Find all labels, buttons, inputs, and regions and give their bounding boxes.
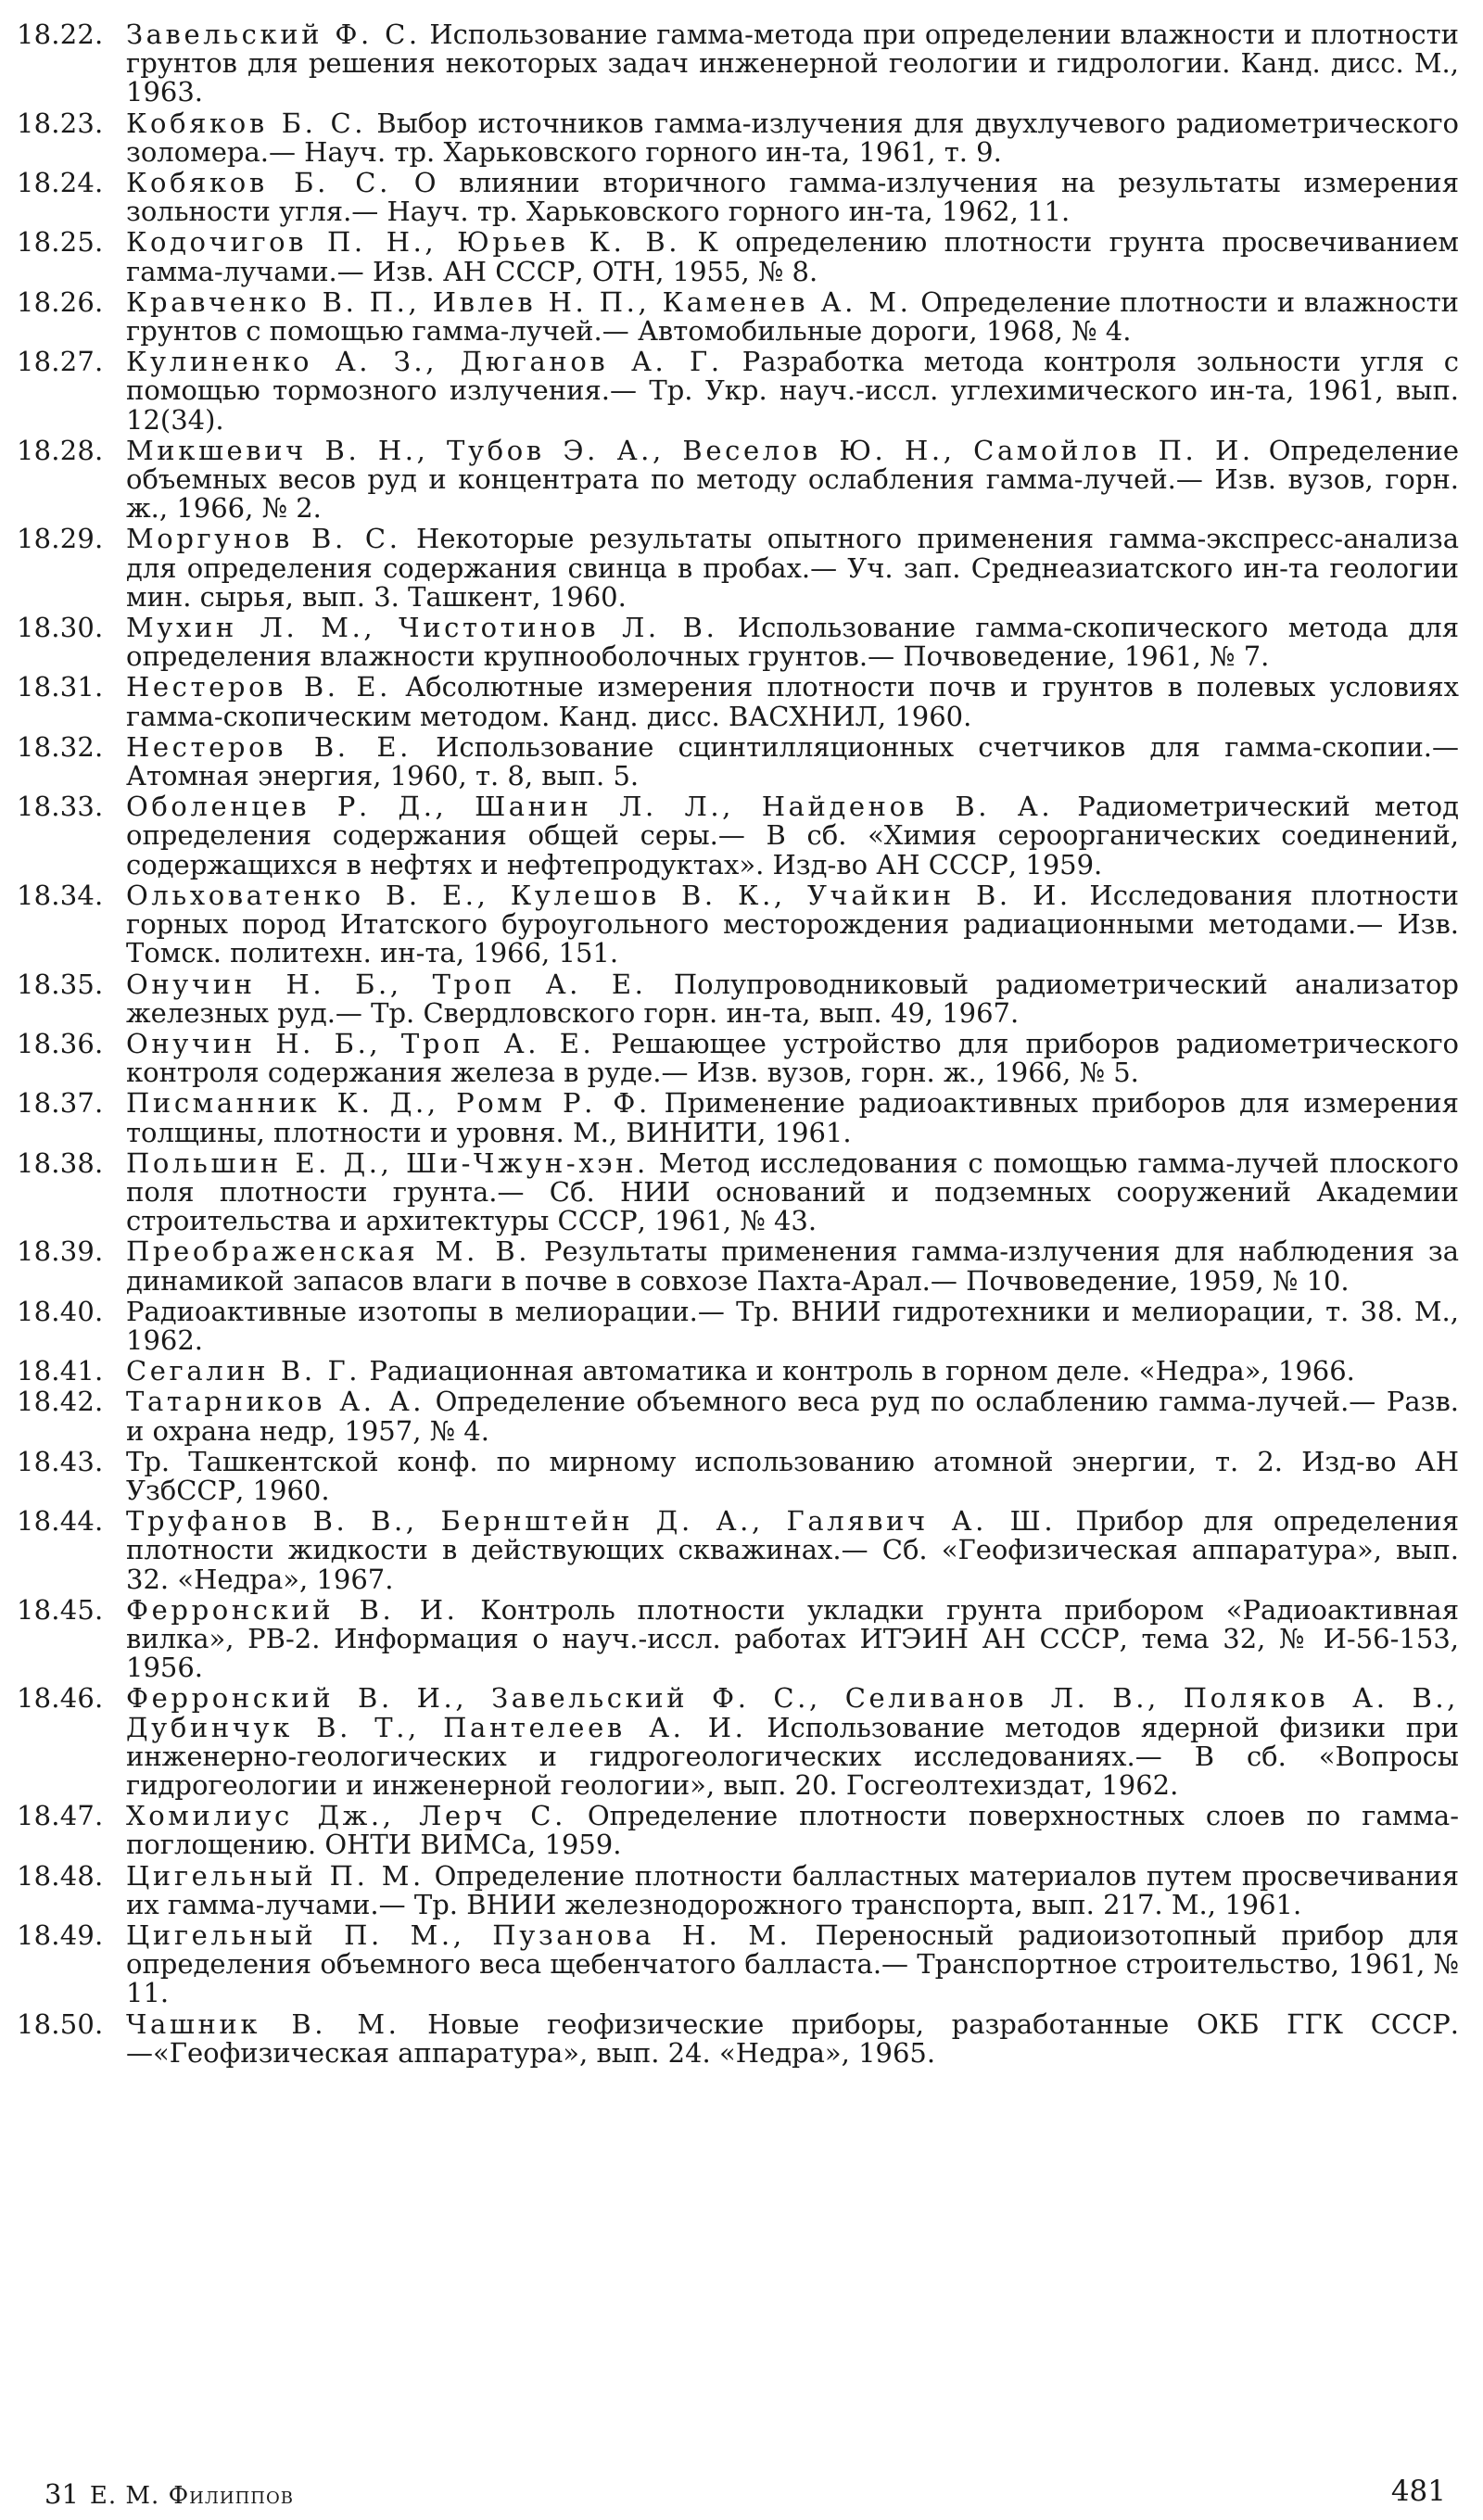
reference-number: 18.22. [17, 19, 104, 50]
reference-number: 18.45. [17, 1593, 104, 1626]
reference-entry [17, 285, 1459, 348]
reference-body: Исследования плотности горных пород Итатского буроугольного месторождения радиационными методами.— Изв. Томск. политехн. ин-та, 1966, 151. [126, 879, 1459, 969]
reference-entry [17, 1445, 1459, 1506]
reference-author: Завельский Ф. С. [126, 19, 421, 50]
reference-text [126, 1027, 1459, 1089]
reference-text [126, 1445, 1459, 1506]
reference-author: Нестеров В. Е. [126, 671, 391, 703]
reference-body: Контроль плотности укладки грунта прибором «Радиоактивная вилка», РВ-2. Информация о науч.-иссл. работах ИТЭИН АН СССР, тема 32, № И-56-153, 1956. [126, 1593, 1460, 1684]
reference-body: Переносный радиоизотопный прибор для определения объемного веса щебенчатого балласта.— Транспортное строительство, 1961, № 11. [126, 1919, 1459, 2009]
reference-entry [17, 1859, 1459, 1920]
reference-number: 18.31. [17, 671, 104, 703]
reference-entry [17, 228, 1459, 285]
reference-body: Использование методов ядерной физики при инженерно-геологических и гидрогеологических исследованиях.— В сб. «Вопросы гидрогеологии и инженерной геологии», вып. 20. Госгеолтехиздат, 1962. [126, 1711, 1460, 1801]
reference-text [126, 1507, 1459, 1594]
page-number: 481 [1390, 2475, 1446, 2508]
reference-author: Кобяков Б. С. [126, 167, 391, 199]
reference-body: Новые геофизические приборы, разработанные ОКБ ГГК СССР.—«Геофизическая аппаратура», вып. 24. «Недра», 1965. [126, 2007, 1459, 2069]
reference-author: Ферронский В. И., Завельский Ф. С., Селиванов Л. В., Поляков А. В., Дубинчук В. Т., Пантелеев А. И. [126, 1682, 1459, 1743]
reference-number: 18.39. [17, 1235, 104, 1268]
footer-author: Е. М. Филиппов [89, 2482, 294, 2510]
reference-text [126, 730, 1459, 792]
reference-entry [17, 1357, 1459, 1386]
reference-number: 18.41. [17, 1355, 104, 1387]
reference-entry [17, 169, 1459, 226]
reference-author: Оболенцев Р. Д., Шанин Л. Л., Найденов В. А. [126, 791, 1054, 823]
reference-body: Метод исследования с помощью гамма-лучей плоского поля плотности грунта.— Сб. НИИ оснований и подземных сооружений Академии строительства и архитектуры СССР, 1961, № 43. [126, 1146, 1460, 1237]
reference-author: Кодочигов П. Н., Юрьев К. В. [126, 226, 681, 259]
reference-body: Использование гамма-скопического метода для определения влажности крупнооболочных грунтов.— Почвоведение, 1961, № 7. [126, 612, 1460, 673]
reference-entry [17, 1684, 1459, 1800]
reference-number: 18.36. [17, 1027, 104, 1059]
reference-text [126, 434, 1459, 525]
reference-number: 18.23. [17, 107, 104, 139]
reference-entry [17, 1507, 1459, 1594]
reference-number: 18.44. [17, 1505, 104, 1538]
reference-text [126, 792, 1459, 880]
reference-author: Преображенская М. В. [126, 1235, 531, 1268]
reference-body: Радиометрический метод определения содержания общей серы.— В сб. «Химия сероорганических соединений, содержащихся в нефтях и нефтепродуктах». Изд-во АН СССР, 1959. [126, 791, 1459, 880]
reference-author: Моргунов В. С. [126, 523, 401, 555]
reference-author: Кобяков Б. С. [126, 107, 367, 139]
reference-author: Ольховатенко В. Е., Кулешов В. К., Учайкин В. И. [126, 879, 1071, 911]
reference-number: 18.35. [17, 968, 104, 1000]
reference-entry [17, 1027, 1459, 1089]
reference-author: Хомилиус Дж., Лерч С. [126, 1800, 566, 1832]
reference-body: О влиянии вторичного гамма-излучения на результаты измерения зольности угля.— Науч. тр. Харьковского горного ин-та, 1962, 11. [126, 167, 1459, 228]
reference-number: 18.32. [17, 730, 104, 763]
reference-entry [17, 673, 1459, 730]
reference-body: Результаты применения гамма-излучения для наблюдения за динамикой запасов влаги в почве в совхозе Пахта-Арал.— Почвоведение, 1959, № 10. [126, 1235, 1459, 1297]
reference-author: Татарников А. А. [126, 1386, 425, 1418]
reference-author: Микшевич В. Н., Тубов Э. А., Веселов Ю. Н., Самойлов П. И. [126, 434, 1254, 466]
reference-text [126, 970, 1459, 1028]
reference-number: 18.38. [17, 1146, 104, 1179]
signature-number: 31 [44, 2478, 79, 2510]
reference-body: Определение плотности поверхностных слоев по гамма-поглощению. ОНТИ ВИМСа, 1959. [126, 1800, 1459, 1861]
reference-entry [17, 1802, 1459, 1859]
reference-body: Разработка метода контроля зольности угля с помощью тормозного излучения.— Тр. Укр. науч.-иссл. углехимического ин-та, 1961, вып. 12(34). [126, 346, 1459, 436]
reference-text [126, 1089, 1459, 1146]
reference-number: 18.37. [17, 1087, 104, 1120]
reference-text [126, 1921, 1459, 2008]
reference-author: Мухин Л. М., Чистотинов Л. В. [126, 612, 718, 644]
reference-entry [17, 1146, 1460, 1237]
reference-author: Писманник К. Д., Ромм Р. Ф. [126, 1087, 651, 1120]
reference-entry [17, 1387, 1459, 1445]
reference-number: 18.34. [17, 879, 104, 911]
reference-number: 18.28. [17, 434, 104, 466]
reference-body: Абсолютные измерения плотности почв и грунтов в полевых условиях гамма-скопическим методом. Канд. дисс. ВАСХНИЛ, 1960. [126, 671, 1459, 732]
reference-text [126, 881, 1459, 969]
reference-entry [17, 730, 1459, 792]
reference-text [126, 109, 1459, 167]
reference-author: Ферронский В. И. [126, 1593, 459, 1626]
reference-text [126, 20, 1459, 108]
reference-text [126, 169, 1459, 226]
reference-author: Труфанов В. В., Бернштейн Д. А., Галявич А. Ш. [126, 1505, 1057, 1538]
reference-body: Радиоактивные изотопы в мелиорации.— Тр. ВНИИ гидротехники и мелиорации, т. 38. М., 1962. [126, 1295, 1459, 1356]
reference-number: 18.26. [17, 285, 104, 318]
reference-number: 18.29. [17, 523, 104, 555]
reference-entry [17, 1295, 1459, 1356]
reference-body: К определению плотности грунта просвечиванием гамма-лучами.— Изв. АН СССР, ОТН, 1955, № 8. [126, 226, 1459, 287]
reference-entry [17, 1237, 1459, 1295]
reference-entry [17, 348, 1459, 435]
reference-text [126, 228, 1459, 285]
reference-number: 18.49. [17, 1919, 104, 1951]
reference-text [126, 1593, 1460, 1684]
reference-author: Цигельный П. М. [126, 1859, 425, 1892]
reference-text [126, 1357, 1459, 1386]
reference-body: Определение плотности и влажности грунтов с помощью гамма-лучей.— Автомобильные дороги, 1968, № 4. [126, 285, 1459, 348]
reference-entry [17, 792, 1459, 880]
reference-number: 18.30. [17, 612, 104, 644]
reference-text [126, 1802, 1459, 1859]
reference-author: Онучин Н. Б., Троп А. Е. [126, 1027, 595, 1059]
reference-text [126, 1859, 1459, 1920]
reference-author: Кулиненко А. З., Дюганов А. Г. [126, 346, 723, 378]
reference-number: 18.24. [17, 167, 104, 199]
reference-text [126, 1295, 1459, 1356]
reference-author: Сегалин В. Г. [126, 1355, 361, 1387]
reference-text [126, 1684, 1459, 1800]
reference-entry [17, 20, 1459, 108]
reference-entry [17, 1921, 1459, 2008]
reference-number: 18.40. [17, 1295, 104, 1327]
reference-author: Кравченко В. П., Ивлев Н. П., Каменев А. М. [126, 285, 912, 318]
reference-entry [17, 614, 1459, 671]
reference-list [17, 20, 1459, 2070]
reference-body: Тр. Ташкентской конф. по мирному использованию атомной энергии, т. 2. Изд-во АН УзбССР, 1960. [126, 1445, 1459, 1506]
reference-number: 18.33. [17, 791, 104, 823]
reference-text [126, 1146, 1460, 1237]
reference-body: Некоторые результаты опытного применения гамма-экспресс-анализа для определения содержания свинца в пробах.— Уч. зап. Среднеазиатского ин-та геологии мин. сырья, вып. 3. Ташкент, 1960. [126, 523, 1459, 613]
reference-entry [17, 434, 1459, 525]
reference-body: Определение объемных весов руд и концентрата по методу ослабления гамма-лучей.— Изв. вузов, горн. ж., 1966, № 2. [126, 434, 1459, 525]
reference-body: Определение плотности балластных материалов путем просвечивания их гамма-лучами.— Тр. ВНИИ железнодорожного транспорта, вып. 217. М., 1961. [126, 1859, 1459, 1920]
reference-text [126, 285, 1459, 348]
reference-number: 18.27. [17, 346, 104, 378]
reference-author: Цигельный П. М., Пузанова Н. М. [126, 1919, 792, 1951]
reference-text [126, 348, 1459, 435]
reference-number: 18.43. [17, 1445, 104, 1477]
reference-author: Онучин Н. Б., Троп А. Е. [126, 968, 647, 1000]
page-footer-signature [44, 2479, 294, 2511]
reference-body: Полупроводниковый радиометрический анализатор железных руд.— Тр. Свердловского горн. ин-та, вып. 49, 1967. [126, 968, 1459, 1029]
reference-body: Выбор источников гамма-излучения для двухлучевого радиометрического золомера.— Науч. тр. Харьковского горного ин-та, 1961, т. 9. [126, 107, 1459, 168]
reference-body: Использование гамма-метода при определении влажности и плотности грунтов для решения некоторых задач инженерной геологии и гидрологии. Канд. дисс. М., 1963. [126, 19, 1459, 108]
reference-entry [17, 881, 1459, 969]
reference-number: 18.50. [17, 2007, 104, 2040]
reference-entry [17, 525, 1459, 612]
reference-number: 18.46. [17, 1682, 104, 1715]
reference-number: 18.42. [17, 1386, 104, 1418]
reference-author: Польшин Е. Д., Ши-Чжун-хэн. [126, 1146, 649, 1179]
reference-text [126, 1387, 1459, 1445]
reference-text [126, 1237, 1459, 1295]
reference-number: 18.47. [17, 1800, 104, 1832]
reference-entry [17, 970, 1459, 1028]
reference-entry [17, 1089, 1459, 1146]
reference-body: Использование сцинтилляционных счетчиков для гамма-скопии.— Атомная энергия, 1960, т. 8, вып. 5. [126, 730, 1459, 792]
reference-body: Решающее устройство для приборов радиометрического контроля содержания железа в руде.— Изв. вузов, горн. ж., 1966, № 5. [126, 1027, 1459, 1089]
reference-author: Нестеров В. Е. [126, 730, 412, 763]
reference-text [126, 525, 1459, 612]
reference-entry [17, 2007, 1459, 2069]
reference-entry [17, 109, 1459, 167]
reference-body: Определение объемного веса руд по ослаблению гамма-лучей.— Разв. и охрана недр, 1957, № 4. [126, 1386, 1459, 1447]
reference-body: Прибор для определения плотности жидкости в действующих скважинах.— Сб. «Геофизическая аппаратура», вып. 32. «Недра», 1967. [126, 1505, 1459, 1595]
reference-number: 18.25. [17, 226, 104, 259]
reference-author: Чашник В. М. [126, 2007, 400, 2040]
reference-entry [17, 1593, 1460, 1684]
reference-number: 18.48. [17, 1859, 104, 1892]
reference-body: Применение радиоактивных приборов для измерения толщины, плотности и уровня. М., ВИНИТИ, 1961. [126, 1087, 1459, 1148]
reference-body: Радиационная автоматика и контроль в горном деле. «Недра», 1966. [361, 1355, 1355, 1387]
reference-text [126, 614, 1459, 671]
reference-text [126, 2007, 1459, 2069]
reference-text [126, 673, 1459, 730]
